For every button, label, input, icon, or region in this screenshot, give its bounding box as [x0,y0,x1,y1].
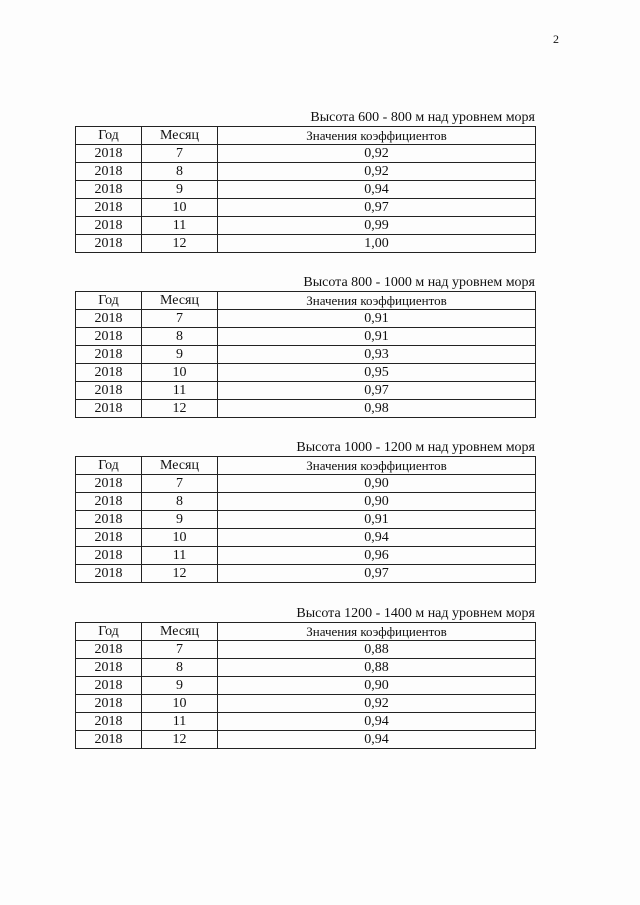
coefficient-cell: 0,94 [218,529,536,547]
year-cell: 2018 [76,547,142,565]
table-header-row [76,127,536,145]
header-month: Месяц [142,292,218,310]
month-cell: 9 [142,677,218,695]
month-cell: 9 [142,181,218,199]
coefficient-cell: 0,99 [218,217,536,235]
month-cell: 7 [142,641,218,659]
coefficient-cell: 0,91 [218,328,536,346]
year-cell: 2018 [76,382,142,400]
header-month: Месяц [142,127,218,145]
coefficient-cell: 0,94 [218,181,536,199]
month-cell: 10 [142,364,218,382]
header-coefficients: Значения коэффициентов [218,623,536,641]
year-cell: 2018 [76,310,142,328]
month-cell: 8 [142,163,218,181]
year-cell: 2018 [76,163,142,181]
table-row [76,217,536,235]
year-cell: 2018 [76,364,142,382]
coefficient-cell: 0,91 [218,310,536,328]
table-row [76,199,536,217]
altitude-section [75,440,535,583]
table-row [76,382,536,400]
header-year: Год [76,457,142,475]
header-coefficients: Значения коэффициентов [218,457,536,475]
header-month: Месяц [142,457,218,475]
table-row [76,713,536,731]
coefficient-cell: 0,94 [218,713,536,731]
table-row [76,547,536,565]
table-row [76,677,536,695]
year-cell: 2018 [76,511,142,529]
table-row [76,145,536,163]
coefficients-table [75,291,536,418]
coefficient-cell: 0,96 [218,547,536,565]
year-cell: 2018 [76,235,142,253]
coefficient-cell: 0,88 [218,641,536,659]
month-cell: 8 [142,659,218,677]
month-cell: 12 [142,565,218,583]
month-cell: 8 [142,328,218,346]
table-row [76,695,536,713]
month-cell: 10 [142,199,218,217]
coefficient-cell: 1,00 [218,235,536,253]
coefficient-cell: 0,92 [218,695,536,713]
coefficient-cell: 0,92 [218,145,536,163]
month-cell: 9 [142,346,218,364]
month-cell: 12 [142,400,218,418]
year-cell: 2018 [76,713,142,731]
page-number: 2 [553,32,559,46]
table-caption: Высота 600 - 800 м над уровнем моря [310,110,535,125]
coefficient-cell: 0,92 [218,163,536,181]
table-row [76,641,536,659]
header-coefficients: Значения коэффициентов [218,292,536,310]
month-cell: 7 [142,475,218,493]
table-header-row [76,292,536,310]
coefficient-cell: 0,94 [218,731,536,749]
coefficients-table [75,126,536,253]
header-month: Месяц [142,623,218,641]
coefficient-cell: 0,97 [218,382,536,400]
table-row [76,475,536,493]
header-year: Год [76,127,142,145]
coefficient-cell: 0,90 [218,493,536,511]
month-cell: 12 [142,235,218,253]
table-row [76,493,536,511]
table-caption: Высота 800 - 1000 м над уровнем моря [303,275,535,290]
month-cell: 7 [142,310,218,328]
year-cell: 2018 [76,145,142,163]
table-row [76,731,536,749]
table-row [76,235,536,253]
year-cell: 2018 [76,731,142,749]
year-cell: 2018 [76,641,142,659]
year-cell: 2018 [76,217,142,235]
year-cell: 2018 [76,475,142,493]
coefficients-table [75,622,536,749]
month-cell: 11 [142,713,218,731]
year-cell: 2018 [76,181,142,199]
table-row [76,328,536,346]
table-row [76,529,536,547]
year-cell: 2018 [76,565,142,583]
year-cell: 2018 [76,346,142,364]
year-cell: 2018 [76,695,142,713]
table-row [76,565,536,583]
coefficient-cell: 0,97 [218,565,536,583]
table-row [76,364,536,382]
coefficient-cell: 0,95 [218,364,536,382]
month-cell: 8 [142,493,218,511]
month-cell: 11 [142,547,218,565]
table-header-row [76,457,536,475]
table-caption: Высота 1000 - 1200 м над уровнем моря [296,440,535,455]
coefficient-cell: 0,91 [218,511,536,529]
coefficient-cell: 0,90 [218,475,536,493]
month-cell: 12 [142,731,218,749]
year-cell: 2018 [76,677,142,695]
table-caption: Высота 1200 - 1400 м над уровнем моря [296,606,535,621]
coefficient-cell: 0,97 [218,199,536,217]
coefficient-cell: 0,93 [218,346,536,364]
year-cell: 2018 [76,529,142,547]
table-header-row [76,623,536,641]
table-row [76,400,536,418]
year-cell: 2018 [76,328,142,346]
coefficient-cell: 0,90 [218,677,536,695]
month-cell: 7 [142,145,218,163]
coefficient-cell: 0,88 [218,659,536,677]
table-row [76,346,536,364]
year-cell: 2018 [76,400,142,418]
month-cell: 11 [142,382,218,400]
month-cell: 10 [142,695,218,713]
table-row [76,181,536,199]
table-row [76,163,536,181]
header-year: Год [76,292,142,310]
coefficient-cell: 0,98 [218,400,536,418]
altitude-section [75,110,535,253]
altitude-section [75,606,535,749]
header-coefficients: Значения коэффициентов [218,127,536,145]
month-cell: 11 [142,217,218,235]
table-row [76,511,536,529]
coefficients-table [75,456,536,583]
year-cell: 2018 [76,659,142,677]
year-cell: 2018 [76,199,142,217]
month-cell: 9 [142,511,218,529]
table-row [76,310,536,328]
year-cell: 2018 [76,493,142,511]
altitude-section [75,275,535,418]
header-year: Год [76,623,142,641]
month-cell: 10 [142,529,218,547]
table-row [76,659,536,677]
